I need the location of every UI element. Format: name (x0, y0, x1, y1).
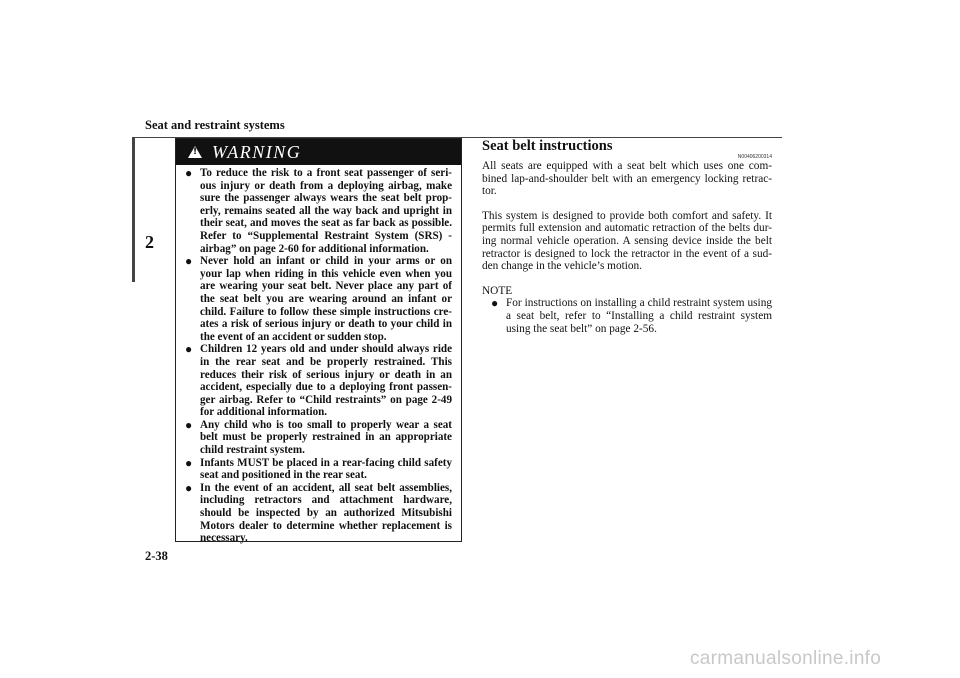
warning-item (183, 343, 452, 419)
note-list (482, 297, 772, 335)
warning-triangle-icon (188, 146, 202, 158)
body-paragraph: This system is designed to provide both comfort and safety. It permits full extension and automatic retraction of the belts dur-ing normal vehicle operation. A sensing device inside the belt retractor is designed to lock the retractor in the event of a sud-den change in the vehicle’s motion. (482, 209, 772, 273)
watermark: carmanualsonline.info (690, 648, 882, 669)
warning-item (183, 457, 452, 482)
warning-header (176, 139, 461, 165)
body-paragraph: All seats are equipped with a seat belt which uses one com-bined lap-and-shoulder belt with an emergency locking retrac-tor. (482, 160, 772, 198)
bullet-icon: ● (185, 342, 193, 357)
bullet-icon: ● (185, 417, 193, 432)
warning-item-text: In the event of an accident, all seat belt assemblies, including retractors and attachment hardware, should be inspected by an authorized Mitsubishi Motors dealer to determine whether replacement is necessary. (200, 481, 452, 545)
chapter-number: 2 (145, 232, 154, 252)
warning-item-text: To reduce the risk to a front seat passenger of seri-ous injury or death from a deploying airbag, make sure the passenger always wears the seat belt prop-erly, remains seated all the way back and upright in their seat, and moves the seat as far back as possible. Refer to “Supplemental Restraint System (SRS) - airbag” on page 2-60 for additional information. (200, 167, 452, 255)
page-number: 2-38 (145, 549, 168, 563)
bullet-icon: ● (491, 296, 499, 311)
chapter-tab-bar (132, 137, 135, 282)
note-item-text: For instructions on installing a child restraint system using a seat belt, refer to “Installing a child restraint system using the seat belt” on page 2-56. (506, 297, 772, 335)
bullet-icon: ● (185, 166, 193, 180)
warning-list (176, 167, 461, 545)
bullet-icon: ● (185, 254, 193, 269)
warning-item-text: Children 12 years old and under should always ride in the rear seat and be properly restrained. This reduces their risk of serious injury or death in an accident, especially due to a deploying front passen-ger airbag. Refer to “Child restraints” on page 2-49 for additional information. (200, 343, 452, 419)
warning-item (183, 419, 452, 457)
warning-item-text: Never hold an infant or child in your arms or on your lap when riding in this vehicle even when you are wearing your seat belt. Never place any part of the seat belt you are wearing around an infant or child. Failure to follow these simple instructions cre-ates a risk of serious injury or death to your child in the event of an accident or sudden stop. (200, 255, 452, 343)
running-header: Seat and restraint systems (145, 118, 285, 132)
warning-item-text: Any child who is too small to properly wear a seat belt must be properly restrained in an appropriate child restraint system. (200, 418, 452, 457)
bullet-icon: ● (185, 480, 193, 495)
section-code: N00406200314 (737, 154, 772, 160)
section-body (482, 160, 772, 335)
note-label: NOTE (482, 284, 513, 297)
note-item (482, 297, 772, 335)
warning-box (175, 138, 462, 545)
section-title: Seat belt instructions (482, 138, 613, 154)
warning-item-text: Infants MUST be placed in a rear-facing child safety seat and positioned in the rear seat. (200, 456, 452, 482)
bullet-icon: ● (185, 455, 193, 470)
warning-title: WARNING (212, 141, 302, 162)
warning-item (183, 255, 452, 343)
warning-item (183, 167, 452, 255)
warning-item (183, 482, 452, 545)
